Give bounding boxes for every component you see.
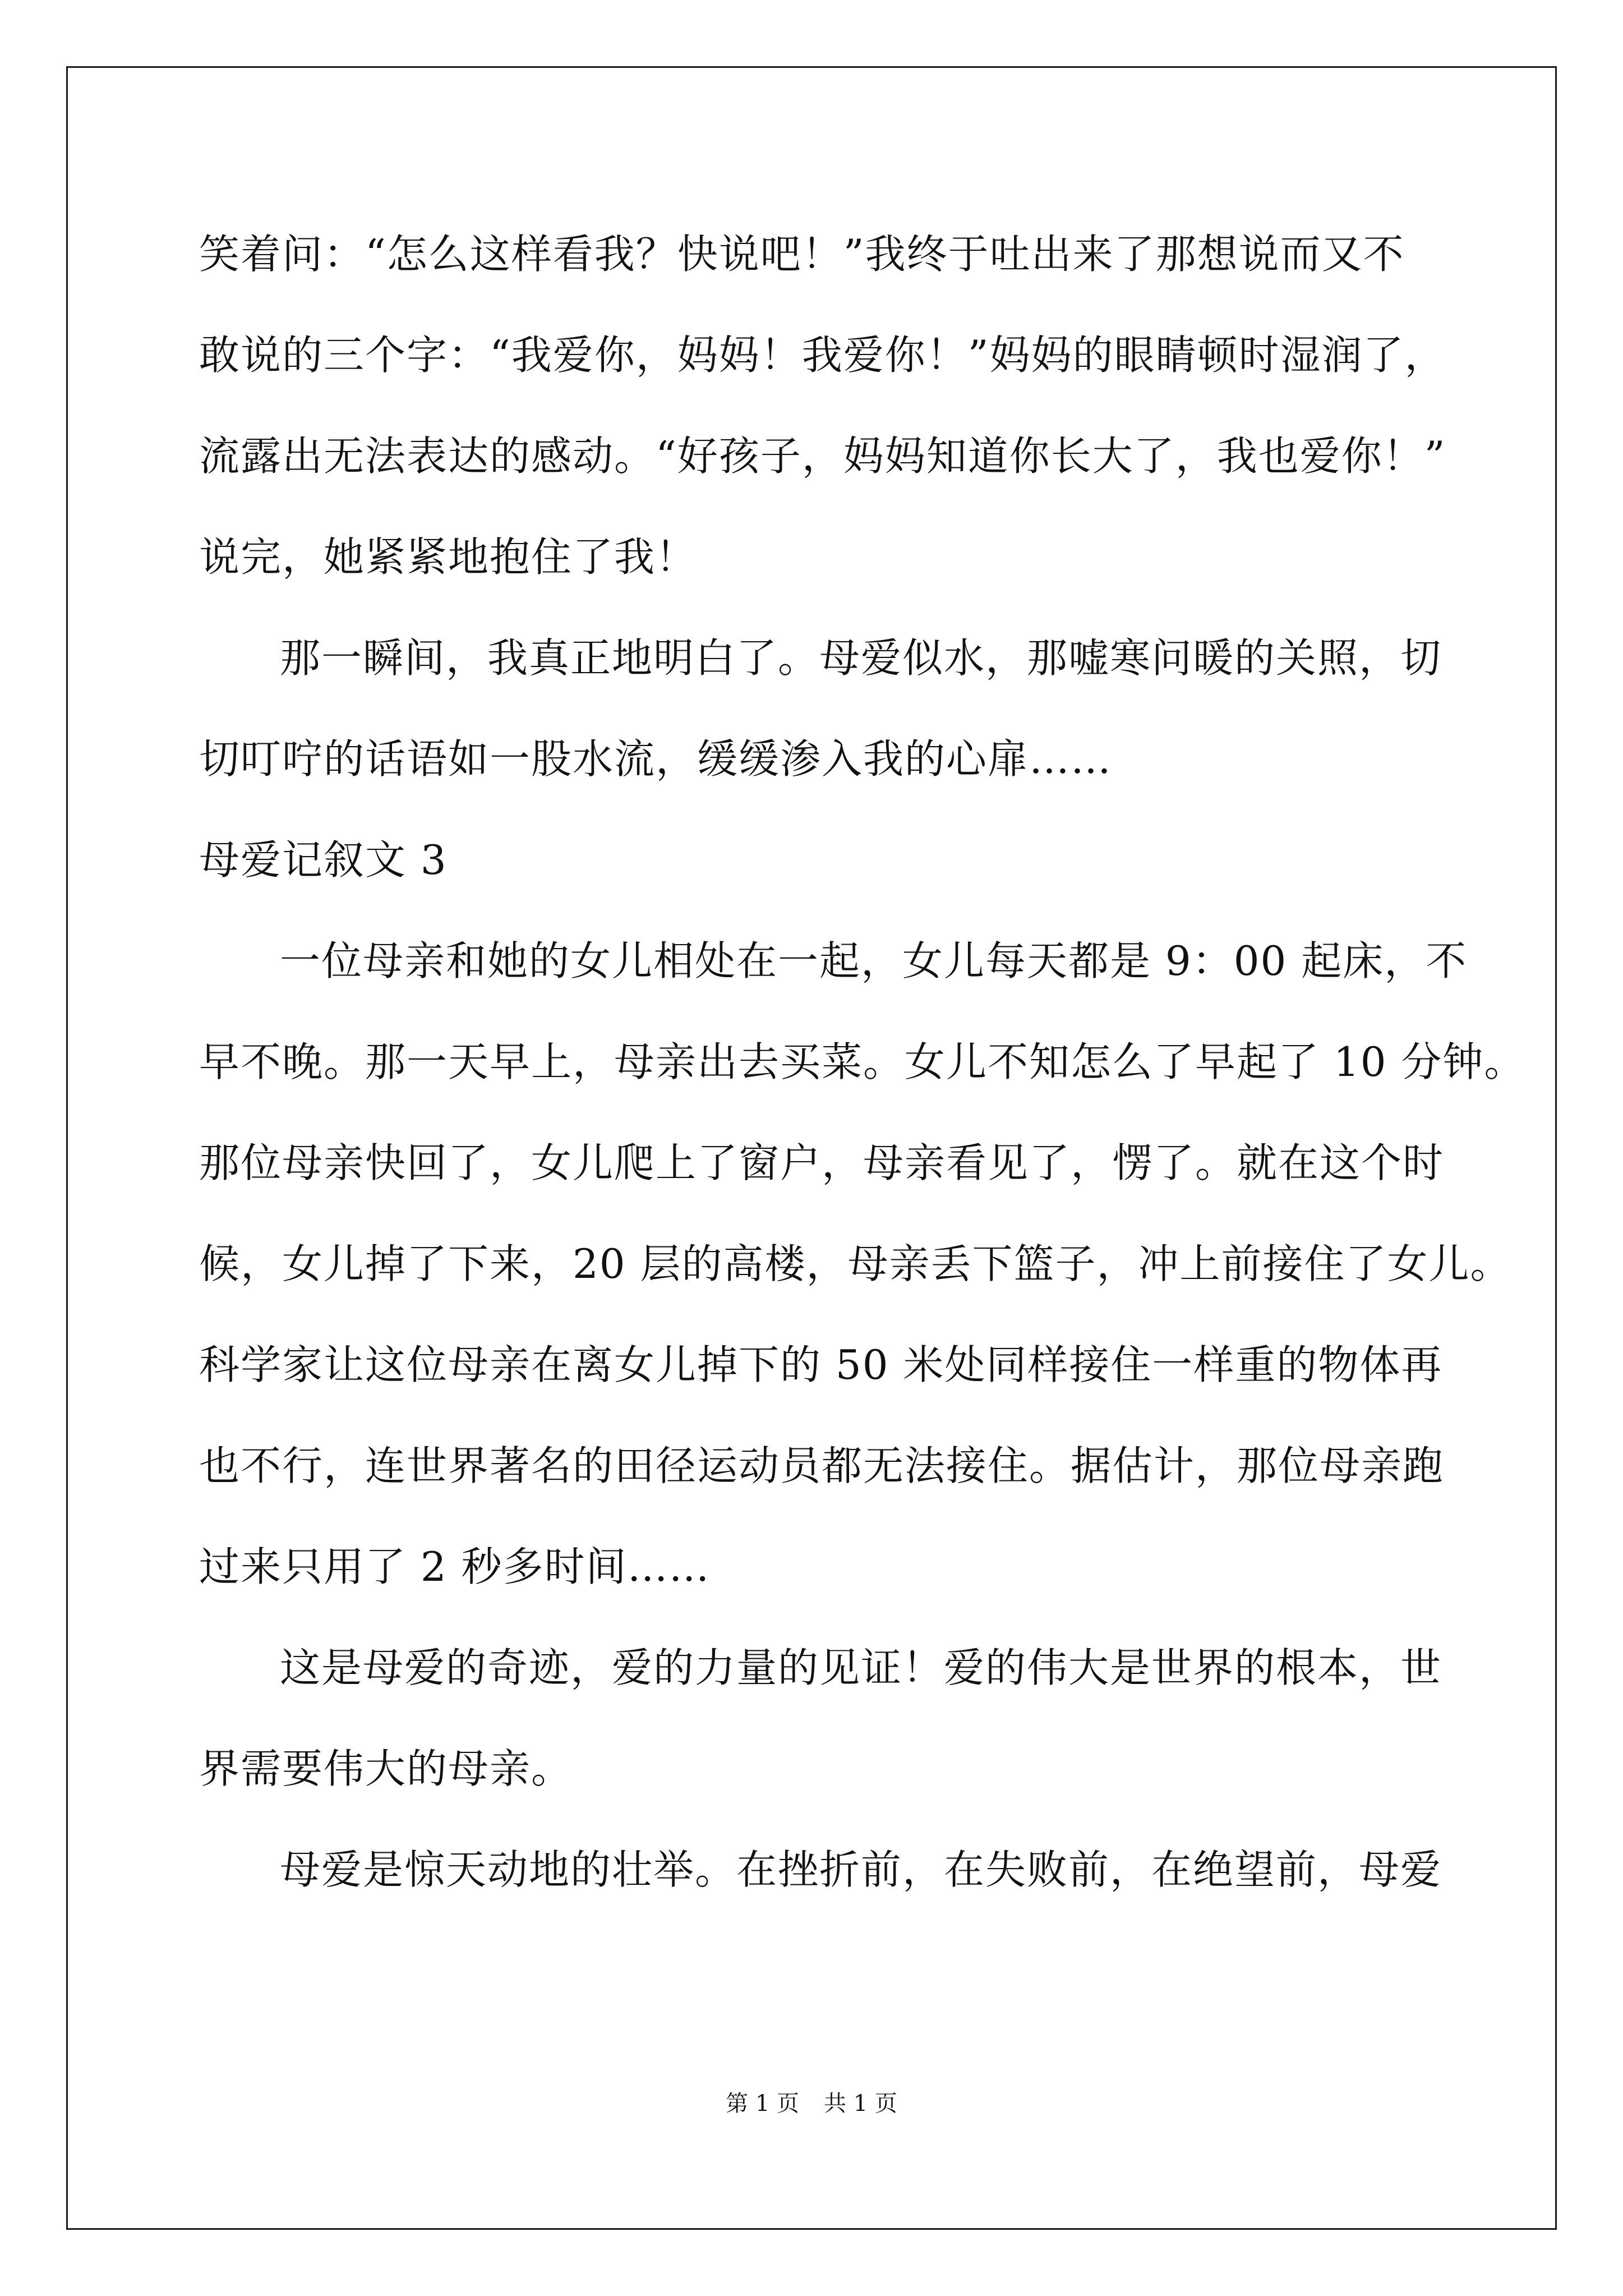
page-total: 共 1 页	[824, 2091, 897, 2116]
paragraph-line: 这是母爱的奇迹，爱的力量的见证！爱的伟大是世界的根本，世	[280, 1644, 1442, 1691]
paragraph-line: 流露出无法表达的感动。“好孩子，妈妈知道你长大了，我也爱你！”	[199, 432, 1446, 480]
paragraph-line: 笑着问：“怎么这样看我？快说吧！”我终于吐出来了那想说而又不	[199, 231, 1405, 278]
paragraph-line: 也不行，连世界著名的田径运动员都无法接住。据估计，那位母亲跑	[199, 1442, 1445, 1489]
paragraph-line: 敢说的三个字：“我爱你，妈妈！我爱你！”妈妈的眼睛顿时湿润了，	[199, 332, 1446, 379]
section-heading: 母爱记叙文 3	[199, 836, 448, 884]
paragraph-line: 候，女儿掉了下来，20 层的高楼，母亲丢下篮子，冲上前接住了女儿。	[199, 1240, 1512, 1287]
paragraph-line: 一位母亲和她的女儿相处在一起，女儿每天都是 9：00 起床，不	[280, 937, 1468, 984]
page-number: 第 1 页	[726, 2091, 799, 2116]
paragraph-line: 科学家让这位母亲在离女儿掉下的 50 米处同样接住一样重的物体再	[199, 1341, 1443, 1388]
paragraph-line: 母爱是惊天动地的壮举。在挫折前，在失败前，在绝望前，母爱	[280, 1846, 1442, 1893]
page-footer	[0, 2087, 1623, 2120]
paragraph-line: 过来只用了 2 秒多时间……	[199, 1543, 711, 1590]
paragraph-line: 切叮咛的话语如一股水流，缓缓渗入我的心扉……	[199, 735, 1113, 783]
paragraph-line: 那位母亲快回了，女儿爬上了窗户，母亲看见了，愣了。就在这个时	[199, 1139, 1445, 1186]
paragraph-line: 那一瞬间，我真正地明白了。母爱似水，那嘘寒问暖的关照，切	[280, 634, 1442, 682]
paragraph-line: 说完，她紧紧地抱住了我！	[199, 533, 698, 581]
paragraph-line: 界需要伟大的母亲。	[199, 1745, 573, 1792]
paragraph-line: 早不晚。那一天早上，母亲出去买菜。女儿不知怎么了早起了 10 分钟。	[199, 1038, 1526, 1085]
